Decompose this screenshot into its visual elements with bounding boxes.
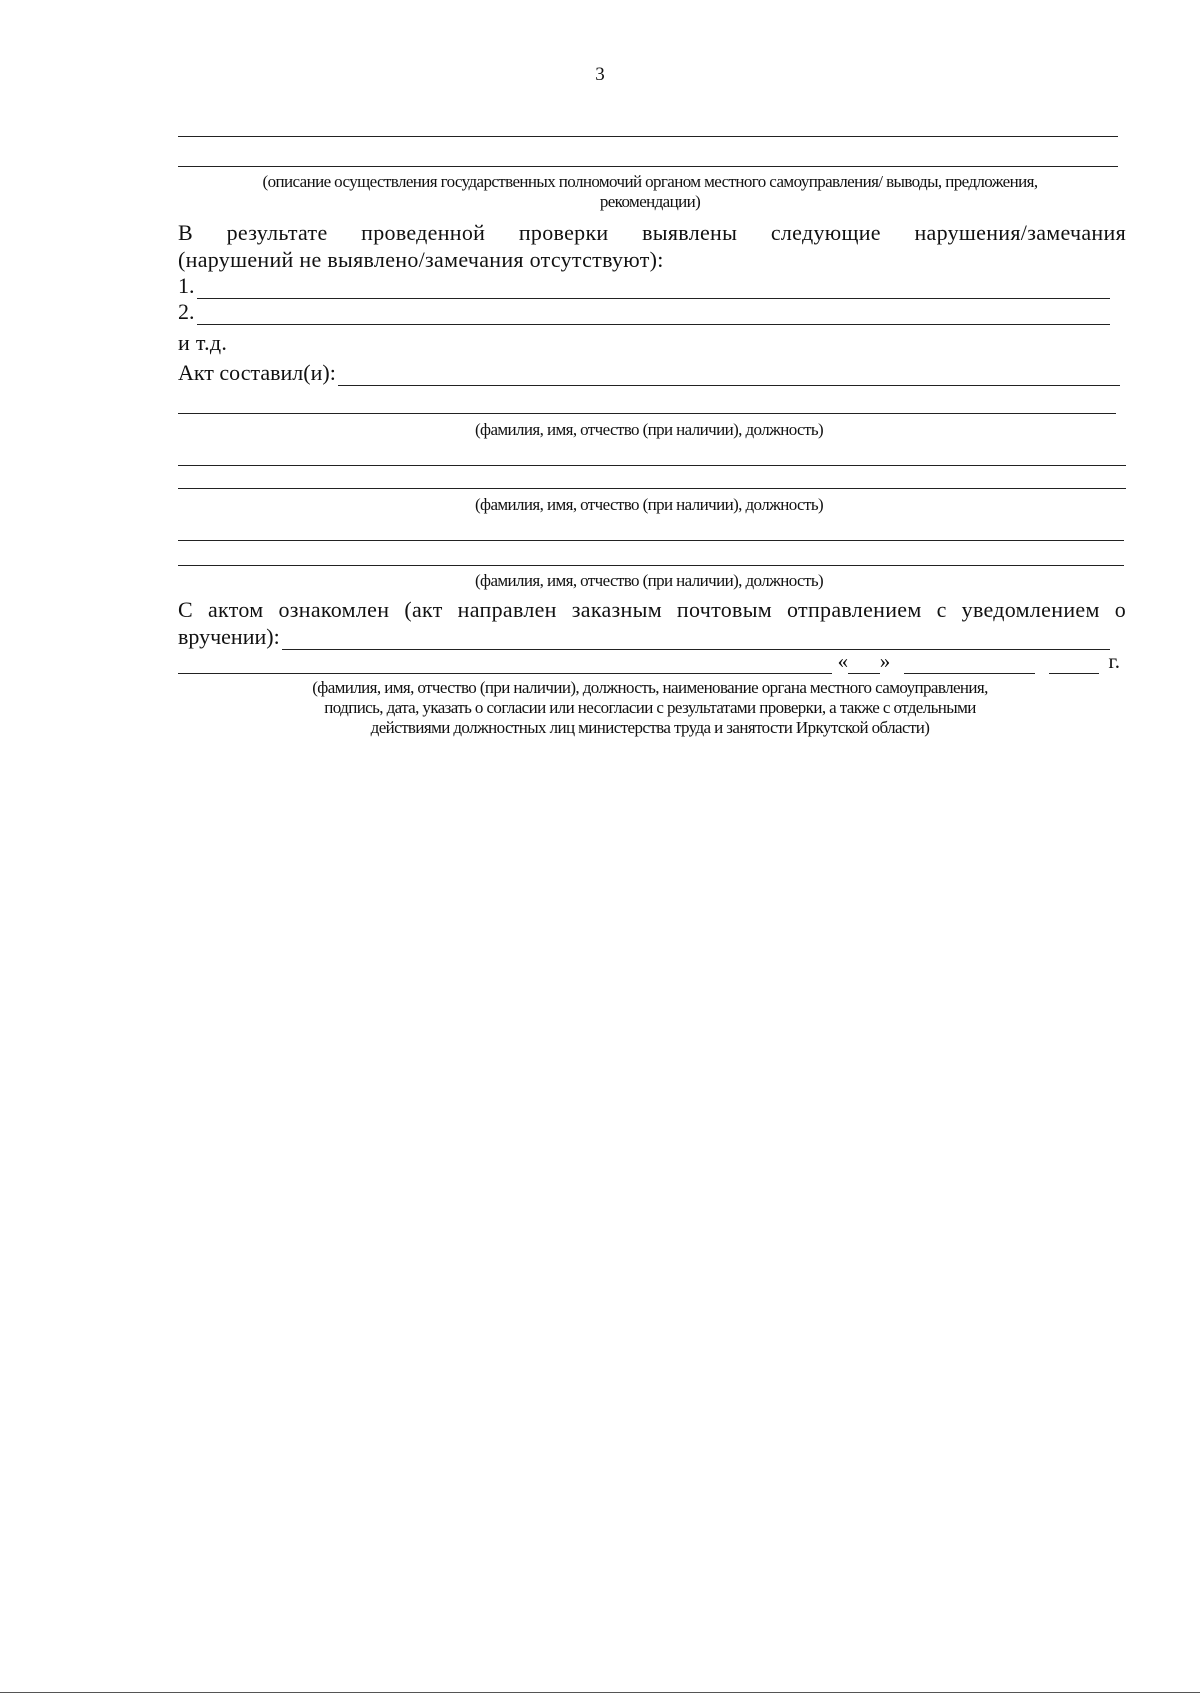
acquainted-caption <box>150 678 1150 738</box>
acquainted-row <box>178 624 1110 650</box>
compiled-by-blank-line-4[interactable] <box>178 540 1124 541</box>
date-year-field[interactable] <box>1049 653 1099 674</box>
compiled-by-blank-line-5[interactable] <box>178 565 1124 566</box>
quote-open: « <box>837 649 849 673</box>
acquainted-caption-line-3: действиями должностных лиц министерства труда и занятости Иркутской области) <box>370 718 930 737</box>
violation-item-1-field[interactable] <box>197 276 1111 299</box>
violations-etc: и т.д. <box>178 330 228 355</box>
violation-item-2-field[interactable] <box>197 302 1111 325</box>
compiled-by-blank-line-2[interactable] <box>178 465 1126 466</box>
person-caption-3: (фамилия, имя, отчество (при наличии), должность) <box>474 571 824 590</box>
compiled-by-label: Акт составил(и): <box>178 360 336 385</box>
violations-intro-line-1: В результате проведенной проверки выявлены следующие нарушения/замечания <box>178 220 1126 245</box>
year-suffix: г. <box>1108 649 1120 673</box>
description-blank-line-2[interactable] <box>178 166 1118 167</box>
person-caption-2: (фамилия, имя, отчество (при наличии), должность) <box>474 495 824 514</box>
acquainted-caption-line-2: подпись, дата, указать о согласии или несогласии с результатами проверки, а также с отдельными <box>324 698 976 717</box>
violation-item-2-number: 2. <box>178 299 195 324</box>
description-caption <box>150 172 1150 212</box>
quote-close: » <box>879 649 891 673</box>
violation-item-1 <box>178 273 1110 299</box>
compiled-by-row <box>178 360 1120 386</box>
person-caption-1: (фамилия, имя, отчество (при наличии), должность) <box>474 420 824 439</box>
violations-intro-line-2: (нарушений не выявлено/замечания отсутствуют): <box>178 247 664 272</box>
date-month-field[interactable] <box>904 653 1035 674</box>
violation-item-1-number: 1. <box>178 273 195 298</box>
acquainted-caption-line-1: (фамилия, имя, отчество (при наличии), должность, наименование органа местного самоуправления, <box>312 678 988 697</box>
acquainted-label: вручении): <box>178 624 280 649</box>
acquainted-field[interactable] <box>282 627 1110 650</box>
description-caption-line-2: рекомендации) <box>599 192 701 211</box>
date-day-field[interactable] <box>848 653 880 674</box>
page-number: 3 <box>595 64 605 85</box>
description-blank-line-1[interactable] <box>178 136 1118 137</box>
signature-name-field[interactable] <box>178 653 832 674</box>
violation-item-2 <box>178 299 1110 325</box>
compiled-by-field[interactable] <box>338 363 1120 386</box>
signature-date-row <box>178 650 1120 674</box>
scan-bottom-edge <box>0 1692 1200 1693</box>
compiled-by-blank-line-1[interactable] <box>178 413 1116 414</box>
compiled-by-blank-line-3[interactable] <box>178 488 1126 489</box>
description-caption-line-1: (описание осуществления государственных полномочий органом местного самоуправления/ выводы, предложения, <box>262 172 1038 191</box>
acquainted-line-1: С актом ознакомлен (акт направлен заказным почтовым отправлением с уведомлением о <box>178 597 1126 622</box>
